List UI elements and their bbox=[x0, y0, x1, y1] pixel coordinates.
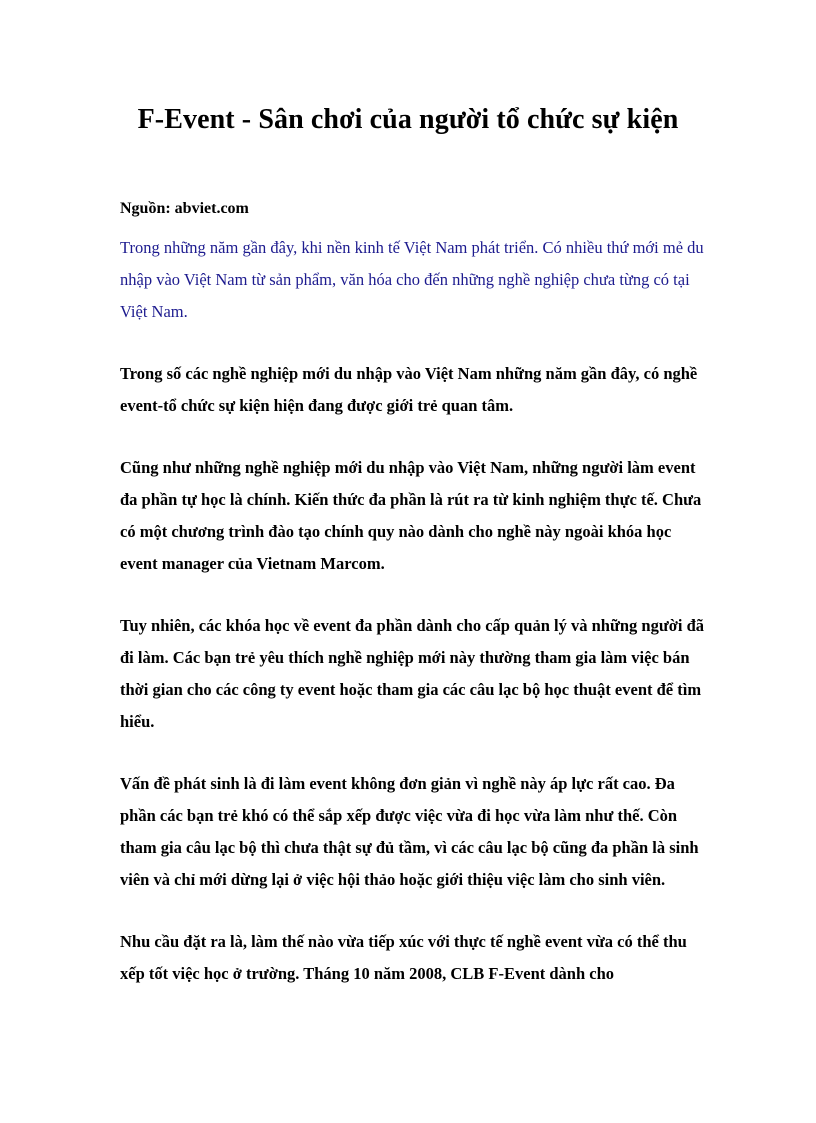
page-title: F-Event - Sân chơi của người tổ chức sự kiện bbox=[137, 104, 679, 135]
paragraph-3: Tuy nhiên, các khóa học về event đa phần dành cho cấp quản lý và những người đã đi làm. Các bạn trẻ yêu thích nghề nghiệp mới này thường tham gia làm việc bán thời gian cho các công ty event hoặc tham gia các câu lạc bộ học thuật event để tìm hiểu. bbox=[120, 616, 705, 731]
paragraph-1: Trong số các nghề nghiệp mới du nhập vào Việt Nam những năm gần đây, có nghề event-tổ chức sự kiện hiện đang được giới trẻ quan tâm. bbox=[120, 364, 698, 415]
source-line: Nguồn: abviet.com bbox=[120, 200, 249, 217]
lead-paragraph: Trong những năm gần đây, khi nền kinh tế Việt Nam phát triển. Có nhiều thứ mới mẻ du nhập vào Việt Nam từ sản phẩm, văn hóa cho đến những nghề nghiệp chưa từng có tại Việt Nam. bbox=[120, 238, 704, 321]
paragraph-4: Vấn đề phát sinh là đi làm event không đơn giản vì nghề này áp lực rất cao. Đa phần các bạn trẻ khó có thể sắp xếp được việc vừa đi học vừa làm như thế. Còn tham gia câu lạc bộ thì chưa thật sự đủ tầm, vì các câu lạc bộ cũng đa phần là sinh viên và chỉ mới dừng lại ở việc hội thảo hoặc giới thiệu việc làm cho sinh viên. bbox=[120, 774, 699, 889]
article-body bbox=[120, 198, 710, 1020]
paragraph-5: Nhu cầu đặt ra là, làm thế nào vừa tiếp xúc với thực tế nghề event vừa có thể thu xếp tốt việc học ở trường. Tháng 10 năm 2008, CLB F-Event dành cho bbox=[120, 932, 687, 983]
paragraph-2: Cũng như những nghề nghiệp mới du nhập vào Việt Nam, những người làm event đa phần tự học là chính. Kiến thức đa phần là rút ra từ kinh nghiệm thực tế. Chưa có một chương trình đào tạo chính quy nào dành cho nghề này ngoài khóa học event manager của Vietnam Marcom. bbox=[120, 458, 702, 573]
